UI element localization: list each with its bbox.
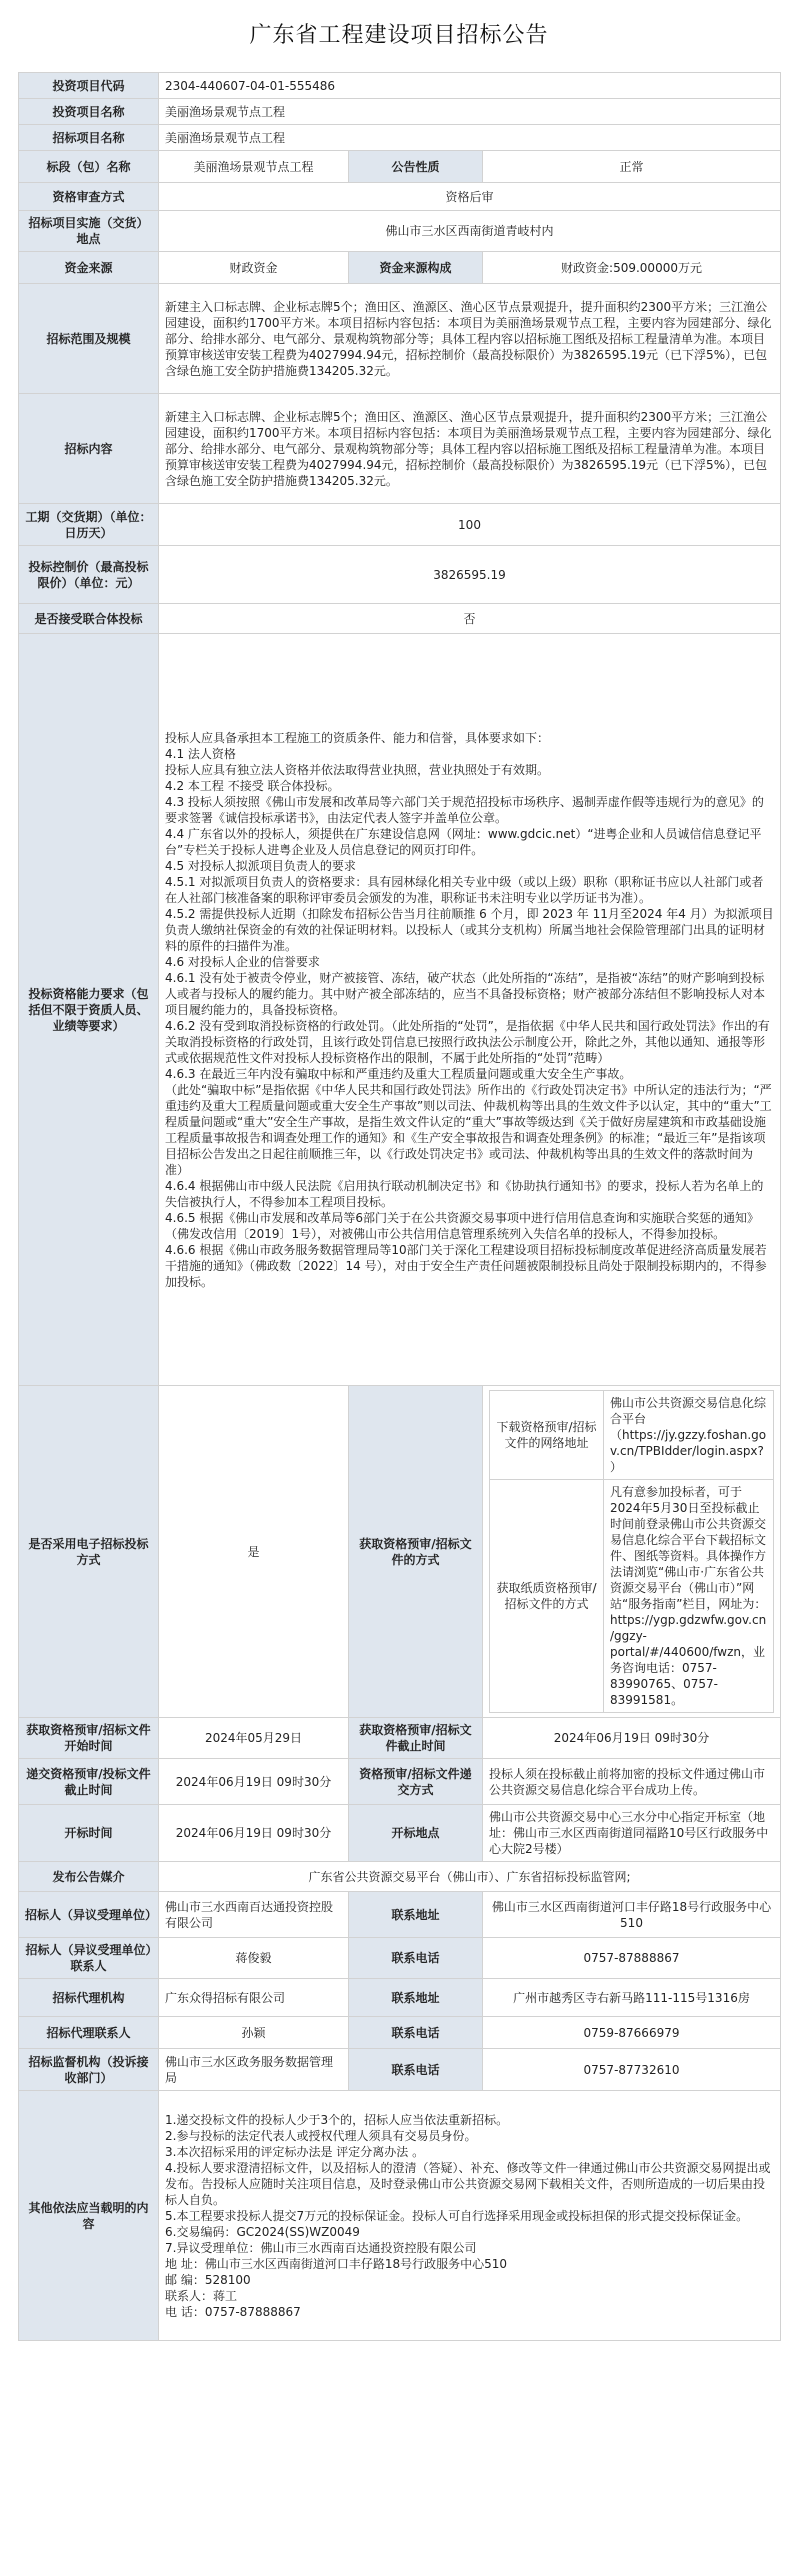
section-value: 美丽渔场景观节点工程	[159, 151, 349, 183]
location-value: 佛山市三水区西南街道青岐村内	[159, 211, 781, 252]
row-location	[19, 211, 781, 252]
tenderer-phone-value: 0757-87888867	[483, 1938, 781, 1979]
opening-place-value: 佛山市公共资源交易中心三水分中心指定开标室（地址：佛山市三水区西南街道同福路10号区行政服务中心大院2号楼）	[483, 1805, 781, 1862]
electronic-value: 是	[159, 1386, 349, 1718]
tenderer-phone-label: 联系电话	[349, 1938, 483, 1979]
row-tenderer	[19, 1892, 781, 1938]
scope-label: 招标范围及规模	[19, 284, 159, 394]
tenderer-contact-label: 招标人（异议受理单位）联系人	[19, 1938, 159, 1979]
row-media	[19, 1862, 781, 1892]
section-label: 标段（包）名称	[19, 151, 159, 183]
row-period	[19, 504, 781, 546]
agency-address-label: 联系地址	[349, 1979, 483, 2017]
control-price-value: 3826595.19	[159, 546, 781, 604]
submit-deadline-value: 2024年06月19日 09时30分	[159, 1759, 349, 1805]
tenderer-label: 招标人（异议受理单位）	[19, 1892, 159, 1938]
download-address-value: 佛山市公共资源交易信息化综合平台 （https://jy.gzzy.foshan.gov.cn/TPBIdder/login.aspx?）	[604, 1391, 774, 1480]
supervision-phone-value: 0757-87732610	[483, 2049, 781, 2091]
row-content	[19, 394, 781, 504]
row-review	[19, 183, 781, 211]
paper-method-value: 凡有意参加投标者，可于 2024年5月30日至投标截止时间前登录佛山市公共资源交易信息化综合平台下载招标文件、图纸等资料。具体操作方法请浏览“佛山市·广东省公共资源交易平台（佛山市）”网站“服务指南”栏目，网址为：https://ygp.gdzwfw.gov.cn/ggzy-portal/#/440600/fwzn，业务咨询电话：0757-83990765、0757-83991581。	[604, 1480, 774, 1713]
get-method-label: 获取资格预审/招标文件的方式	[349, 1386, 483, 1718]
row-qualification	[19, 634, 781, 1386]
get-method-cell	[483, 1386, 781, 1718]
row-control-price	[19, 546, 781, 604]
agency-phone-value: 0759-87666979	[483, 2017, 781, 2049]
agency-value: 广东众得招标有限公司	[159, 1979, 349, 2017]
fund-source-label: 资金来源	[19, 252, 159, 284]
row-electronic	[19, 1386, 781, 1718]
media-label: 发布公告媒介	[19, 1862, 159, 1892]
opening-time-label: 开标时间	[19, 1805, 159, 1862]
row-section	[19, 151, 781, 183]
row-time-submit	[19, 1759, 781, 1805]
row-consortium	[19, 604, 781, 634]
row-tenderer-contact	[19, 1938, 781, 1979]
tender-project-name-value: 美丽渔场景观节点工程	[159, 125, 781, 151]
review-method-label: 资格审查方式	[19, 183, 159, 211]
consortium-label: 是否接受联合体投标	[19, 604, 159, 634]
agency-label: 招标代理机构	[19, 1979, 159, 2017]
supervision-phone-label: 联系电话	[349, 2049, 483, 2091]
scope-value: 新建主入口标志牌、企业标志牌5个；渔田区、渔源区、渔心区节点景观提升，提升面积约2300平方米；三江渔公园建设，面积约1700平方米。本项目招标内容包括：本项目为美丽渔场景观节点工程，主要内容为园建部分、绿化部分、给排水部分、电气部分、景观构筑物部分等；具体工程内容以招标施工图纸及招标工程量清单为准。本项目预算审核送审安装工程费为4027994.94元，招标控制价（最高投标限价）为3826595.19元（已下浮5%），已包含绿色施工安全防护措施费134205.32元。	[159, 284, 781, 394]
paper-row	[490, 1480, 774, 1713]
review-method-value: 资格后审	[159, 183, 781, 211]
get-method-table	[489, 1390, 774, 1713]
submit-method-label: 资格预审/招标文件递交方式	[349, 1759, 483, 1805]
period-value: 100	[159, 504, 781, 546]
submit-deadline-label: 递交资格预审/投标文件截止时间	[19, 1759, 159, 1805]
other-content-value: 1.递交投标文件的投标人少于3个的，招标人应当依法重新招标。 2.参与投标的法定代表人或授权代理人须具有交易员身份。 3.本次招标采用的评定标办法是 评定分离办法 。 4.投标人要求澄清招标文件，以及招标人的澄清（答疑）、补充、修改等文件一律通过佛山市公共资源交易网提出或发布。告投标人应随时关注项目信息，及时登录佛山市公共资源交易网下载相关文件，否则所造成的一切后果由投标人自负。 5.本工程要求投标人提交7万元的投标保证金。投标人可自行选择采用现金或投标担保的形式提交投标保证金。 6.交易编码：GC2024(SS)WZ0049 7.异议受理单位：佛山市三水西南百达通投资控股有限公司 地 址：佛山市三水区西南街道河口丰仔路18号行政服务中心510 邮 编：528100 联系人：蒋工 电 话：0757-87888867	[159, 2091, 781, 2341]
fund-composition-value: 财政资金:509.00000万元	[483, 252, 781, 284]
tender-project-name-label: 招标项目名称	[19, 125, 159, 151]
project-name-value: 美丽渔场景观节点工程	[159, 99, 781, 125]
consortium-value: 否	[159, 604, 781, 634]
paper-method-label: 获取纸质资格预审/招标文件的方式	[490, 1480, 604, 1713]
content-label: 招标内容	[19, 394, 159, 504]
row-tender-project-name	[19, 125, 781, 151]
agency-phone-label: 联系电话	[349, 2017, 483, 2049]
row-funds	[19, 252, 781, 284]
row-scope	[19, 284, 781, 394]
supervision-label: 招标监督机构（投诉接收部门）	[19, 2049, 159, 2091]
other-content-label: 其他依法应当载明的内容	[19, 2091, 159, 2341]
project-code-value: 2304-440607-04-01-555486	[159, 73, 781, 99]
row-other	[19, 2091, 781, 2341]
electronic-label: 是否采用电子招标投标方式	[19, 1386, 159, 1718]
tenderer-address-label: 联系地址	[349, 1892, 483, 1938]
location-label: 招标项目实施（交货）地点	[19, 211, 159, 252]
submit-method-value: 投标人须在投标截止前将加密的投标文件通过佛山市公共资源交易信息化综合平台成功上传。	[483, 1759, 781, 1805]
opening-time-value: 2024年06月19日 09时30分	[159, 1805, 349, 1862]
media-value: 广东省公共资源交易平台（佛山市）、广东省招标投标监管网;	[159, 1862, 781, 1892]
project-code-label: 投资项目代码	[19, 73, 159, 99]
agency-address-value: 广州市越秀区寺右新马路111-115号1316房	[483, 1979, 781, 2017]
content-value: 新建主入口标志牌、企业标志牌5个；渔田区、渔源区、渔心区节点景观提升，提升面积约2300平方米；三江渔公园建设，面积约1700平方米。本项目招标内容包括：本项目为美丽渔场景观节点工程，主要内容为园建部分、绿化部分、给排水部分、电气部分、景观构筑物部分等；具体工程内容以招标施工图纸及招标工程量清单为准。本项目预算审核送审安装工程费为4027994.94元，招标控制价（最高投标限价）为3826595.19元（已下浮5%），已包含绿色施工安全防护措施费134205.32元。	[159, 394, 781, 504]
qualification-label: 投标资格能力要求（包括但不限于资质人员、业绩等要求）	[19, 634, 159, 1386]
control-price-label: 投标控制价（最高投标限价）（单位：元）	[19, 546, 159, 604]
get-start-value: 2024年05月29日	[159, 1718, 349, 1759]
opening-place-label: 开标地点	[349, 1805, 483, 1862]
row-time-get	[19, 1718, 781, 1759]
get-end-value: 2024年06月19日 09时30分	[483, 1718, 781, 1759]
download-row	[490, 1391, 774, 1480]
qualification-value: 投标人应具备承担本工程施工的资质条件、能力和信誉，具体要求如下： 4.1 法人资格 投标人应具有独立法人资格并依法取得营业执照，营业执照处于有效期。 4.2 本工程 不接受 联合体投标。 4.3 投标人须按照《佛山市发展和改革局等六部门关于规范招投标市场秩序、遏制弄虚作假等违规行为的意见》的要求签署《诚信投标承诺书》，由法定代表人签字并盖单位公章。 4.4 广东省以外的投标人，须提供在广东建设信息网（网址：www.gdcic.net）“进粤企业和人员诚信信息登记平台”专栏关于投标人进粤企业及人员信息登记的网页打印件。 4.5 对投标人拟派项目负责人的要求 4.5.1 对拟派项目负责人的资格要求：具有园林绿化相关专业中级（或以上级）职称（职称证书应以人社部门或者在人社部门核准备案的职称评审委员会颁发的为准，职称证书未注明专业以学历证书为准）。 4.5.2 需提供投标人近期（扣除发布招标公告当月往前顺推 6 个月，即 2023 年 11月至2024 年4 月）为拟派项目负责人缴纳社保资金的有效的社保证明材料。以投标人（或其分支机构）所属当地社会保险管理部门出具的证明材料的原件的扫描件为准。 4.6 对投标人企业的信誉要求 4.6.1 没有处于被责令停业，财产被接管、冻结，破产状态（此处所指的“冻结”，是指被“冻结”的财产影响到投标人或者与投标人的履约能力。其中财产被全部冻结的，应当不具备投标资格；财产被部分冻结但不影响投标人对本项目履约能力的，具备投标资格。 4.6.2 没有受到取消投标资格的行政处罚。（此处所指的“处罚”，是指依据《中华人民共和国行政处罚法》作出的有关取消投标资格的行政处罚，且该行政处罚信息已按照行政执法公示制度公开，除此之外，其他以通知、通报等形式或依据规范性文件对投标人投标资格作出的限制，不属于此处所指的“处罚”范畴） 4.6.3 在最近三年内没有骗取中标和严重违约及重大工程质量问题或重大安全生产事故。 （此处“骗取中标”是指依据《中华人民共和国行政处罚法》所作出的《行政处罚决定书》中所认定的违法行为；“严重违约及重大工程质量问题或重大安全生产事故”则以司法、仲裁机构等出具的生效文件予以认定，其中的“重大”工程质量问题或“重大”安全生产事故，是指生效文件认定的“重大”事故等级达到《关于做好房屋建筑和市政基础设施工程质量事故报告和调查处理工作的通知》和《生产安全事故报告和调查处理条例》的标准；“最近三年”是指该项目招标公告发出之日起往前顺推三年，以《行政处罚决定书》或司法、仲裁机构等出具的生效文件的落款时间为准） 4.6.4 根据佛山市中级人民法院《启用执行联动机制决定书》和《协助执行通知书》的要求，投标人若为名单上的失信被执行人，不得参加本工程项目投标。 4.6.5 根据《佛山市发展和改革局等6部门关于在公共资源交易事项中进行信用信息查询和实施联合奖惩的通知》（佛发改信用〔2019〕1号），对被佛山市公共信用信息管理系统列入失信名单的投标人，不得参加投标。 4.6.6 根据《佛山市政务服务数据管理局等10部门关于深化工程建设项目招标投标制度改革促进经济高质量发展若干措施的通知》（佛政数〔2022〕14 号），对由于安全生产责任问题被限制投标且尚处于限制投标期内的，不得参加投标。	[159, 634, 781, 1386]
row-supervision	[19, 2049, 781, 2091]
row-project-code	[19, 73, 781, 99]
download-address-label: 下载资格预审/招标文件的网络地址	[490, 1391, 604, 1480]
notice-nature-label: 公告性质	[349, 151, 483, 183]
tenderer-contact-value: 蒋俊毅	[159, 1938, 349, 1979]
tenderer-value: 佛山市三水西南百达通投资控股有限公司	[159, 1892, 349, 1938]
row-time-open	[19, 1805, 781, 1862]
agency-contact-label: 招标代理联系人	[19, 2017, 159, 2049]
notice-nature-value: 正常	[483, 151, 781, 183]
supervision-value: 佛山市三水区政务服务数据管理局	[159, 2049, 349, 2091]
get-end-label: 获取资格预审/招标文件截止时间	[349, 1718, 483, 1759]
notice-table	[18, 72, 781, 2341]
agency-contact-value: 孙颖	[159, 2017, 349, 2049]
fund-composition-label: 资金来源构成	[349, 252, 483, 284]
row-project-name	[19, 99, 781, 125]
row-agency-contact	[19, 2017, 781, 2049]
page-title: 广东省工程建设项目招标公告	[249, 23, 549, 48]
get-start-label: 获取资格预审/招标文件开始时间	[19, 1718, 159, 1759]
fund-source-value: 财政资金	[159, 252, 349, 284]
tenderer-address-value: 佛山市三水区西南街道河口丰仔路18号行政服务中心510	[483, 1892, 781, 1938]
project-name-label: 投资项目名称	[19, 99, 159, 125]
row-agency	[19, 1979, 781, 2017]
period-label: 工期（交货期）（单位：日历天）	[19, 504, 159, 546]
